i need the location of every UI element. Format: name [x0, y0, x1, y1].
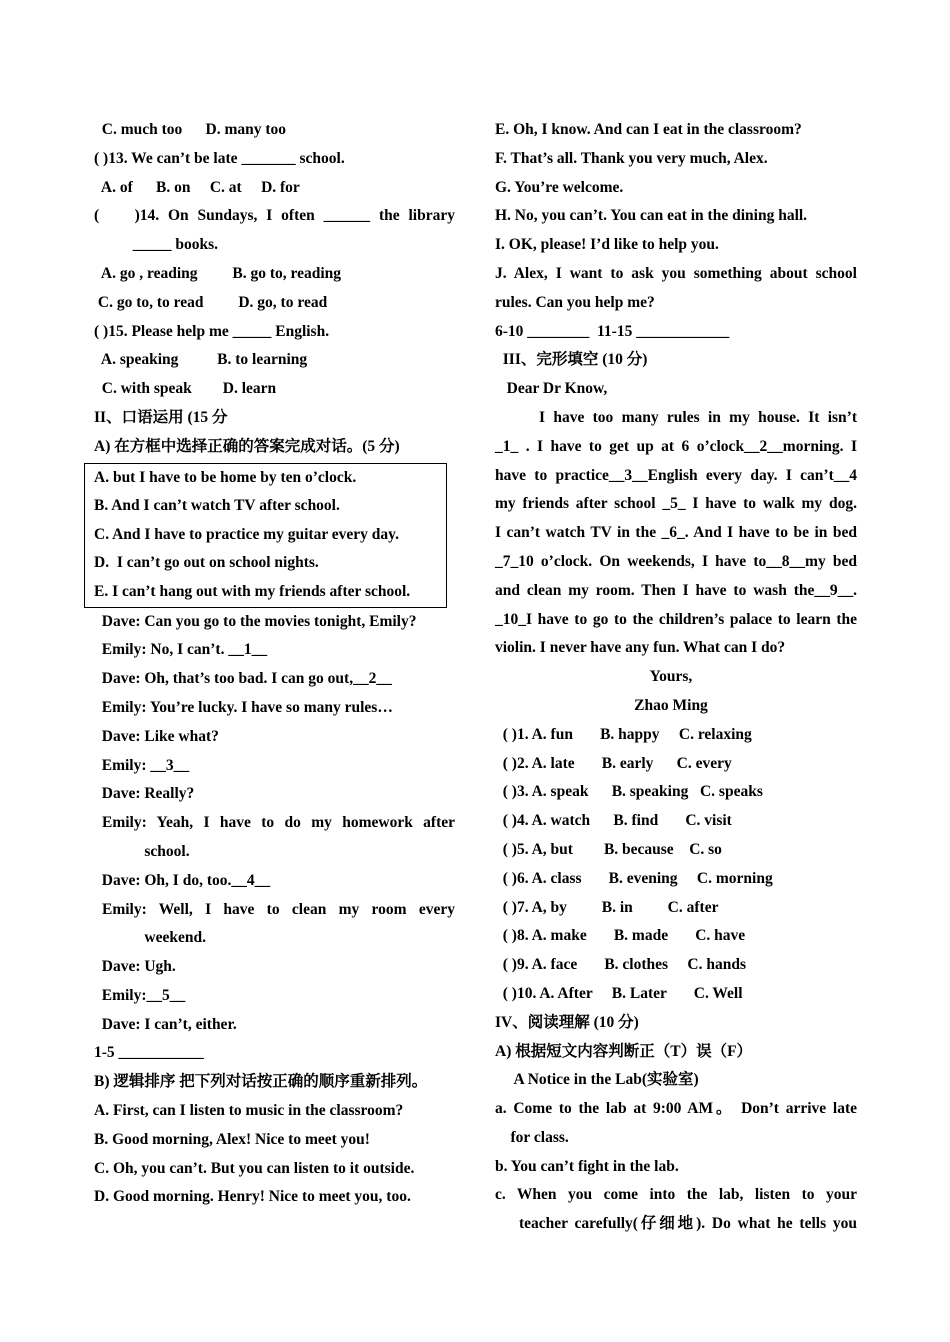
order-item: I. OK, please! I’d like to help you. — [495, 236, 719, 254]
box-option: A. but I have to be home by ten o’clock. — [94, 468, 357, 486]
section2-title: II、口语运用 (15 分 — [94, 408, 228, 426]
q15-options-a: A. speaking B. to learning — [94, 351, 308, 369]
letter-line: I can’t watch TV in the _6_. And I have to be in bed — [495, 524, 857, 542]
letter-line: my friends after school _5_ I have to walk my dog. — [495, 495, 857, 513]
dialogue-line: Dave: Oh, that’s too bad. I can go out,__2__ — [94, 670, 392, 688]
letter-line: have to practice__3__English every day. I can’t__4 — [495, 466, 857, 484]
box-option: D. I can’t go out on school nights. — [94, 554, 319, 572]
cloze-option: ( )10. A. After B. Later C. Well — [495, 984, 743, 1002]
dialogue-line: Emily:__5__ — [94, 986, 186, 1004]
section4-title: IV、阅读理解 (10 分) — [495, 1013, 639, 1031]
left-column — [94, 116, 455, 1212]
order-item: F. That’s all. Thank you very much, Alex. — [495, 149, 768, 167]
section2a-title: A) 在方框中选择正确的答案完成对话。(5 分) — [94, 437, 400, 455]
letter-line: _7_10 o’clock. On weekends, I have to__8__my bed — [495, 552, 857, 570]
box-option: B. And I can’t watch TV after school. — [94, 497, 340, 515]
q14-question-line1: ( )14. On Sundays, I often ______ the library — [94, 207, 455, 225]
letter-line: violin. I never have any fun. What can I do? — [495, 639, 786, 657]
dialogue-line: Dave: Oh, I do, too.__4__ — [94, 871, 271, 889]
notice-line: teacher carefully(仔细地). Do what he tells you — [519, 1215, 857, 1233]
cloze-option: ( )2. A. late B. early C. every — [495, 754, 732, 772]
letter-line: _1_ . I have to get up at 6 o’clock__2__morning. I — [495, 437, 857, 455]
notice-title: A Notice in the Lab(实验室) — [495, 1071, 699, 1089]
dialogue-line: Dave: I can’t, either. — [94, 1015, 237, 1033]
q12-options: C. much too D. many too — [94, 121, 287, 138]
order-item: D. Good morning. Henry! Nice to meet you, too. — [94, 1188, 411, 1206]
section4a-title: A) 根据短文内容判断正（T）误（F） — [495, 1042, 753, 1060]
q13-options: A. of B. on C. at D. for — [94, 178, 300, 196]
cloze-option: ( )6. A. class B. evening C. morning — [495, 869, 773, 887]
q15-options-b: C. with speak D. learn — [94, 380, 277, 398]
q14-options-b: C. go to, to read D. go, to read — [94, 293, 328, 311]
letter-greeting: Dear Dr Know, — [495, 380, 608, 398]
cloze-option: ( )9. A. face B. clothes C. hands — [495, 956, 747, 974]
order-item: H. No, you can’t. You can eat in the dining hall. — [495, 207, 808, 225]
cloze-option: ( )1. A. fun B. happy C. relaxing — [495, 725, 752, 743]
order-item: A. First, can I listen to music in the classroom? — [94, 1102, 404, 1120]
order-item: rules. Can you help me? — [495, 293, 655, 311]
answer-line-6-15: 6-10 ________ 11-15 ____________ — [495, 322, 730, 340]
notice-line: for class. — [495, 1128, 569, 1146]
dialogue-line: Dave: Ugh. — [94, 958, 176, 976]
letter-line: and clean my room. Then I have to wash the__9__. — [495, 581, 857, 599]
q14-options-a: A. go , reading B. go to, reading — [94, 264, 342, 282]
cloze-option: ( )4. A. watch B. find C. visit — [495, 812, 732, 830]
dialogue-line: Emily: __3__ — [94, 756, 190, 774]
letter-line: I have too many rules in my house. It isn’t — [539, 408, 857, 426]
order-item: C. Oh, you can’t. But you can listen to it outside. — [94, 1159, 415, 1177]
cloze-option: ( )7. A, by B. in C. after — [495, 898, 719, 916]
box-option: E. I can’t hang out with my friends after school. — [94, 582, 411, 600]
box-option: C. And I have to practice my guitar every day. — [94, 525, 399, 543]
q13-question: ( )13. We can’t be late _______ school. — [94, 149, 345, 167]
order-item: G. You’re welcome. — [495, 178, 624, 196]
dialogue-line: Dave: Like what? — [94, 727, 219, 745]
dialogue-line: school. — [94, 842, 190, 860]
order-item: B. Good morning, Alex! Nice to meet you! — [94, 1130, 370, 1148]
notice-line: a. Come to the lab at 9:00 AM。 Don’t arrive late — [495, 1100, 857, 1118]
order-item: E. Oh, I know. And can I eat in the classroom? — [495, 121, 802, 138]
dialogue-line: Emily: Well, I have to clean my room every — [102, 900, 455, 918]
right-column — [495, 116, 857, 1239]
cloze-option: ( )3. A. speak B. speaking C. speaks — [495, 783, 763, 801]
letter-line: _10_I have to go to the children’s palace to learn the — [495, 610, 857, 628]
cloze-option: ( )8. A. make B. made C. have — [495, 927, 746, 945]
section3-title: III、完形填空 (10 分) — [495, 351, 648, 369]
q15-question: ( )15. Please help me _____ English. — [94, 322, 330, 340]
section2b-title: B) 逻辑排序 把下列对话按正确的顺序重新排列。 — [94, 1073, 428, 1091]
dialogue-line: Dave: Really? — [94, 785, 195, 803]
cloze-option: ( )5. A, but B. because C. so — [495, 840, 722, 858]
dialogue-line: Emily: Yeah, I have to do my homework after — [102, 814, 455, 832]
letter-signature: Zhao Ming — [634, 696, 708, 714]
dialogue-line: Dave: Can you go to the movies tonight, Emily? — [94, 612, 417, 630]
dialogue-line: weekend. — [94, 929, 206, 947]
order-item: J. Alex, I want to ask you something about school — [495, 264, 857, 282]
answer-line-1-5: 1-5 ___________ — [94, 1044, 204, 1062]
letter-closing: Yours, — [649, 668, 693, 686]
answer-options-box — [84, 463, 447, 608]
notice-line: c. When you come into the lab, listen to your — [495, 1186, 857, 1204]
q14-question-line2: _____ books. — [94, 236, 219, 254]
dialogue-line: Emily: No, I can’t. __1__ — [94, 641, 268, 659]
dialogue-line: Emily: You’re lucky. I have so many rules… — [94, 698, 393, 716]
notice-line: b. You can’t fight in the lab. — [495, 1157, 679, 1175]
